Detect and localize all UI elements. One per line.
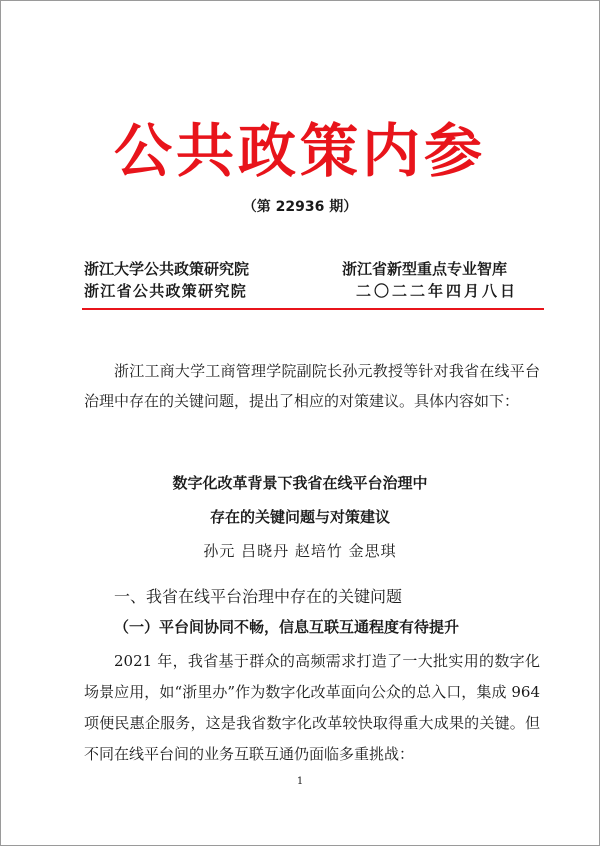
masthead-title: 公共政策内参 (113, 117, 486, 185)
article-title (0, 466, 600, 534)
intro-paragraph: 浙江工商大学工商管理学院副院长孙元教授等针对我省在线平台治理中存在的关键问题，提出了相应的对策建议。具体内容如下： (84, 362, 540, 410)
publisher-block (84, 258, 249, 302)
page-number: 1 (296, 776, 304, 787)
header-divider (82, 308, 544, 310)
publisher-line-2: 浙江省公共政策研究院 (84, 282, 248, 300)
publish-date: 二〇二二年四月八日 (356, 282, 519, 300)
issue-number: （第 22936 期） (242, 199, 358, 215)
subsection-heading: （一）平台间协同不畅，信息互联互通程度有待提升 (114, 618, 460, 636)
publisher-line-1: 浙江大学公共政策研究院 (84, 260, 250, 278)
article-authors: 孙元 吕晓丹 赵培竹 金思琪 (203, 542, 397, 560)
article-title-line-1: 数字化改革背景下我省在线平台治理中 (172, 474, 428, 492)
article-title-line-2: 存在的关键问题与对策建议 (209, 508, 390, 526)
think-tank-label: 浙江省新型重点专业智库 (342, 260, 508, 278)
think-tank-block (342, 258, 518, 302)
body-paragraph: 2021 年，我省基于群众的高频需求打造了一大批实用的数字化场景应用，如“浙里办”作为数字化改革面向公众的总入口，集成 964 项便民惠企服务，这是我省数字化改革较快取得重大成果的关键。但不同在线平台间的业务互联互通仍面临多重挑战： (84, 652, 540, 763)
section-heading: 一、我省在线平台治理中存在的关键问题 (114, 587, 403, 606)
